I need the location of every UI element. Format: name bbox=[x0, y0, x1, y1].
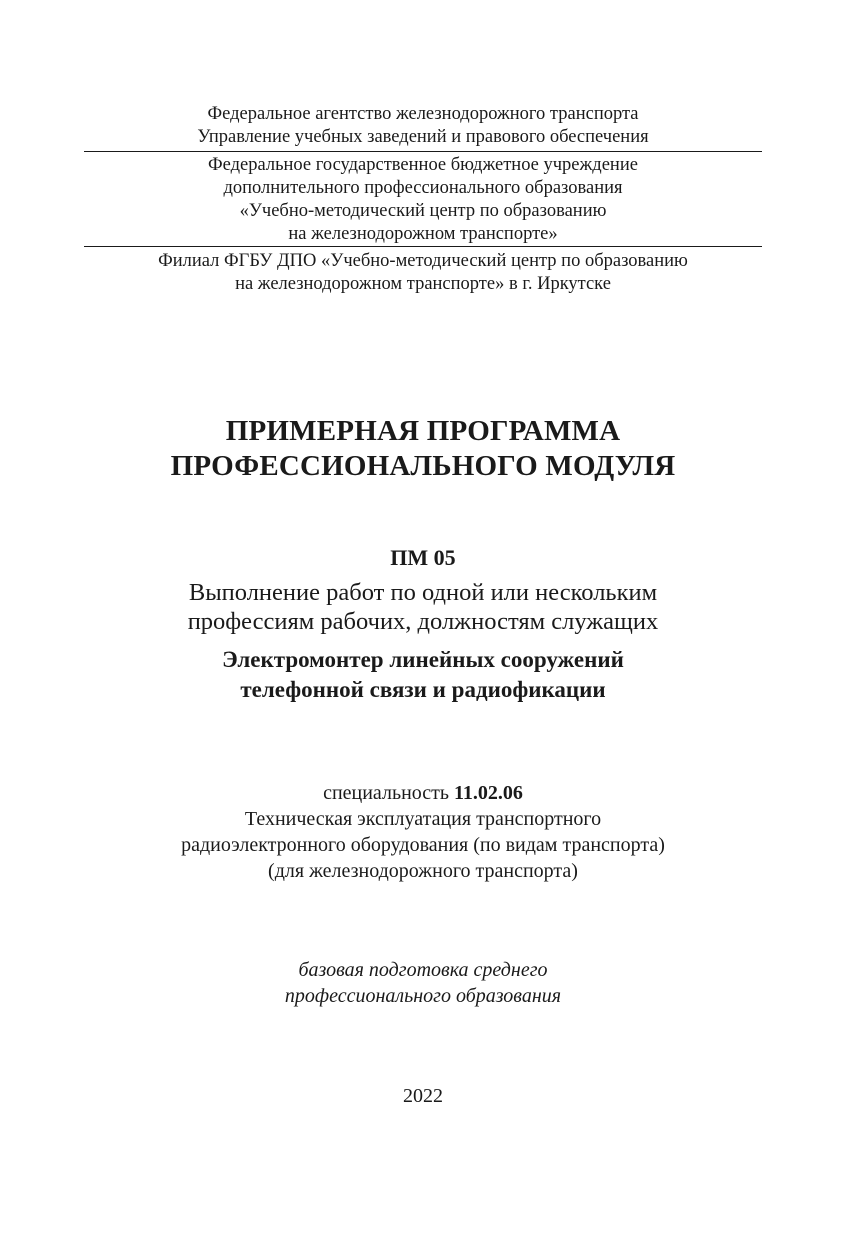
institution-header bbox=[84, 154, 762, 246]
document-title bbox=[84, 414, 762, 484]
branch-header bbox=[84, 250, 762, 296]
specialty-line: (для железнодорожного транспорта) bbox=[268, 860, 578, 882]
title-line: ПРИМЕРНАЯ ПРОГРАММА bbox=[225, 415, 621, 447]
specialty-label: специальность bbox=[323, 782, 450, 804]
module-name-line: профессиям рабочих, должностям служащих bbox=[187, 608, 659, 635]
specialty-block bbox=[84, 780, 762, 884]
specialty-line: радиоэлектронного оборудования (по видам транспорта) bbox=[181, 834, 665, 856]
profession-line: телефонной связи и радиофикации bbox=[240, 677, 606, 702]
header-divider bbox=[84, 151, 762, 152]
profession-title bbox=[84, 645, 762, 705]
agency-header bbox=[84, 103, 762, 149]
specialty-code: 11.02.06 bbox=[454, 782, 523, 804]
module-code: ПМ 05 bbox=[390, 545, 456, 570]
institution-line: дополнительного профессионального образования bbox=[223, 178, 623, 198]
institution-line: на железнодорожном транспорте» bbox=[288, 224, 558, 244]
module-name-line: Выполнение работ по одной или нескольким bbox=[188, 579, 658, 606]
header-divider bbox=[84, 246, 762, 247]
education-level-line: профессионального образования bbox=[284, 985, 562, 1007]
title-line: ПРОФЕССИОНАЛЬНОГО МОДУЛЯ bbox=[170, 450, 676, 482]
specialty-line: Техническая эксплуатация транспортного bbox=[244, 808, 602, 830]
institution-line: Федеральное государственное бюджетное учреждение bbox=[208, 155, 638, 175]
branch-line: Филиал ФГБУ ДПО «Учебно-методический центр по образованию bbox=[158, 251, 688, 271]
education-level-line: базовая подготовка среднего bbox=[298, 959, 548, 981]
module-name bbox=[84, 578, 762, 636]
publication-year: 2022 bbox=[403, 1085, 443, 1107]
branch-line: на железнодорожном транспорте» в г. Иркутске bbox=[235, 274, 611, 294]
agency-line: Федеральное агентство железнодорожного транспорта bbox=[207, 104, 639, 124]
institution-line: «Учебно-методический центр по образованию bbox=[239, 201, 607, 221]
profession-line: Электромонтер линейных сооружений bbox=[222, 647, 624, 672]
specialty-heading bbox=[84, 780, 762, 806]
agency-line: Управление учебных заведений и правового обеспечения bbox=[197, 127, 649, 147]
education-level bbox=[84, 957, 762, 1009]
